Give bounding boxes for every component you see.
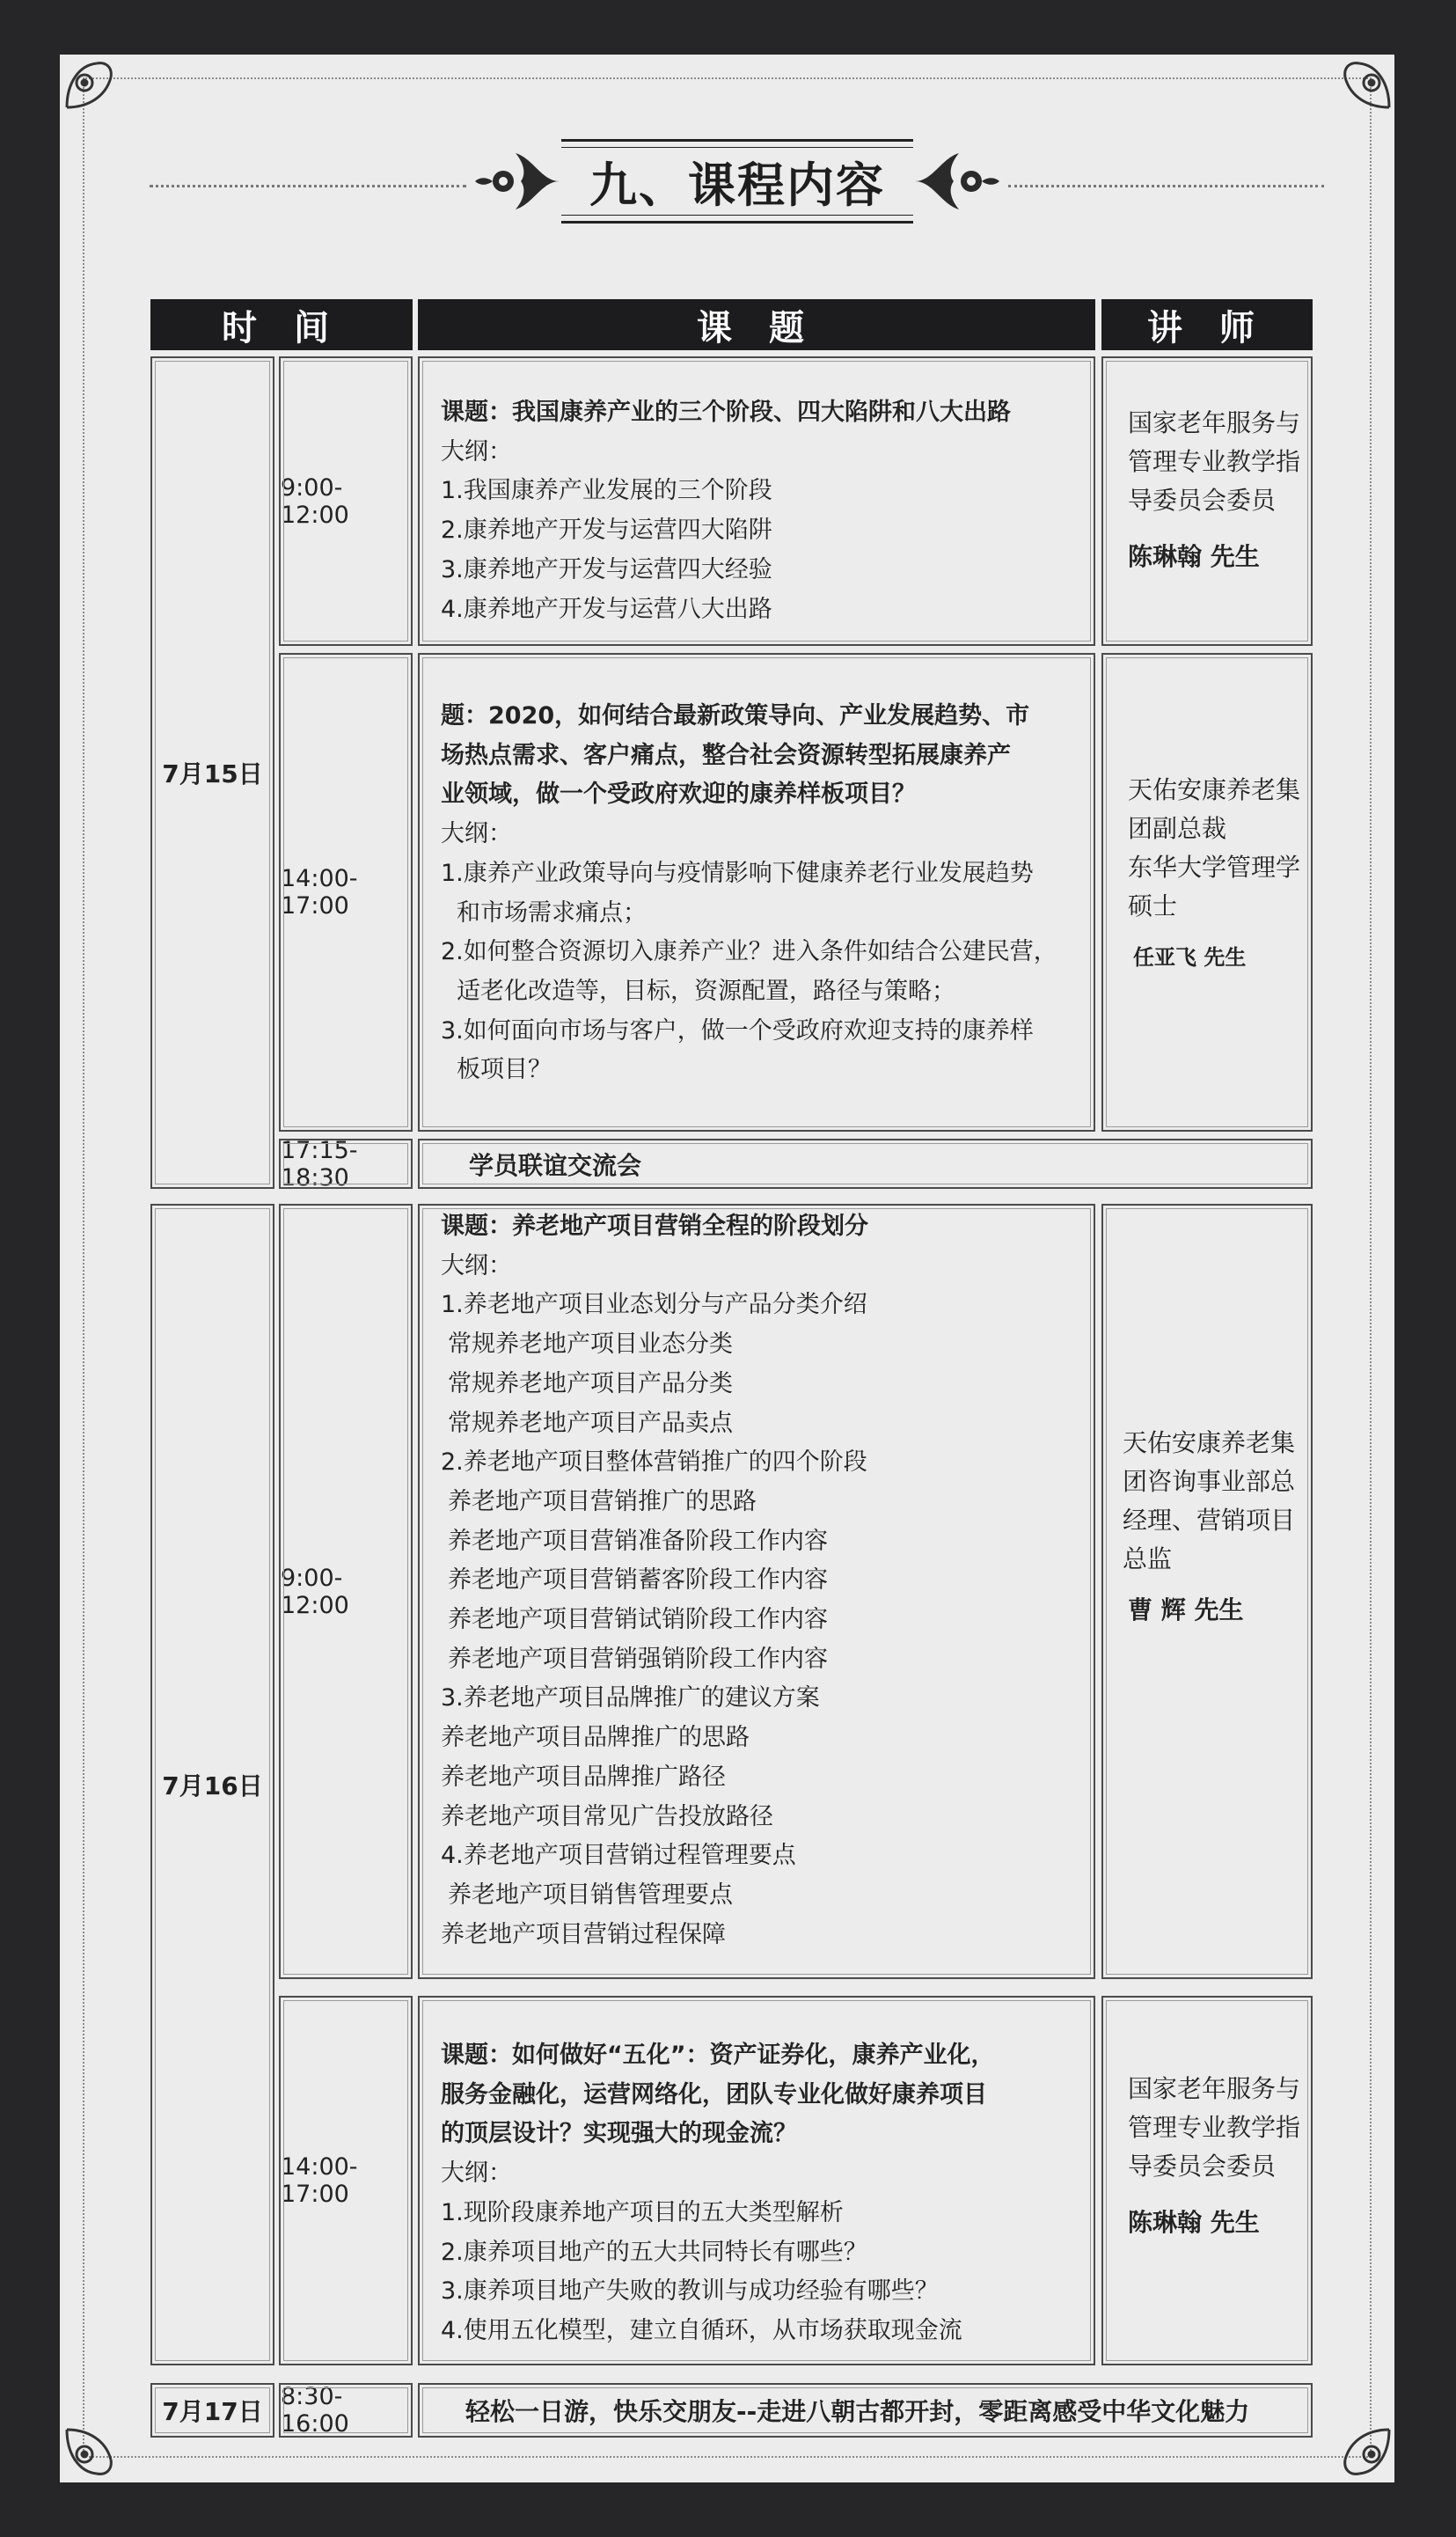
outline-item: 养老地产项目品牌推广的思路 [441, 1724, 750, 1752]
date-cell [150, 356, 274, 1189]
teacher-name: 陈琳翰 先生 [1128, 542, 1260, 571]
outline-label: 大纲： [441, 1251, 512, 1279]
outline-item: 2.康养项目地产的五大共同特长有哪些？ [441, 2238, 867, 2266]
time-cell [279, 1136, 413, 1192]
outline-item: 3.康养地产开发与运营四大经验 [441, 555, 772, 583]
outline-item: 养老地产项目营销强销阶段工作内容 [448, 1645, 828, 1673]
section-title-banner [150, 132, 1324, 238]
time-cell [279, 2383, 413, 2438]
outline-item: 1.康养产业政策导向与疫情影响下健康养老行业发展趋势 [441, 859, 1034, 887]
outline-item: 常规养老地产项目业态分类 [448, 1331, 733, 1359]
outline-item: 板项目？ [457, 1056, 552, 1084]
teacher-name: 陈琳翰 先生 [1128, 2208, 1260, 2237]
outline-item: 2.如何整合资源切入康养产业？进入条件如结合公建民营， [441, 938, 1057, 966]
teacher-title-line: 团咨询事业部总 [1123, 1467, 1296, 1496]
time-label: 9:00-12:00 [281, 1564, 349, 1619]
outline-item: 养老地产项目营销过程保障 [441, 1920, 726, 1948]
date-label: 7月17日 [162, 2397, 263, 2426]
teacher-cell [1101, 1204, 1313, 1979]
outline-label: 大纲： [441, 437, 512, 466]
title-dotted-line [1008, 185, 1324, 187]
teacher-title-line: 天佑安康养老集 [1123, 1428, 1296, 1457]
topic-title: 题：2020，如何结合最新政策导向、产业发展趋势、市 [441, 702, 1030, 730]
outline-item: 1.现阶段康养地产项目的五大类型解析 [441, 2198, 844, 2226]
teacher-name: 任亚飞 先生 [1133, 945, 1247, 970]
event-label: 学员联谊交流会 [469, 1150, 642, 1180]
topic-title: 业领域，做一个受政府欢迎的康养样板项目？ [441, 781, 916, 809]
corner-ornament-icon [1338, 56, 1394, 113]
time-cell [279, 1996, 413, 2365]
outline-item: 养老地产项目营销蓄客阶段工作内容 [448, 1566, 828, 1595]
topic-title: 的顶层设计？实现强大的现金流？ [441, 2120, 797, 2148]
outline-item: 养老地产项目营销准备阶段工作内容 [448, 1527, 828, 1555]
teacher-title-line: 总监 [1123, 1544, 1173, 1573]
teacher-title-line: 东华大学管理学 [1128, 853, 1301, 882]
teacher-title-line: 导委员会委员 [1128, 486, 1277, 515]
teacher-cell [1101, 356, 1313, 646]
time-label: 14:00-17:00 [281, 2153, 358, 2208]
corner-ornament-icon [1338, 2424, 1394, 2481]
topic-title: 课题：如何做好“五化”：资产证券化，康养产业化， [441, 2042, 995, 2069]
topic-title: 场热点需求、客户痛点，整合社会资源转型拓展康养产 [441, 741, 1011, 769]
topic-cell [418, 653, 1095, 1132]
header-time: 时 间 [150, 299, 413, 350]
topic-title: 课题：养老地产项目营销全程的阶段划分 [441, 1213, 868, 1240]
topic-title: 服务金融化，运营网络化，团队专业化做好康养项目 [441, 2080, 987, 2108]
outline-item: 1.我国康养产业发展的三个阶段 [441, 477, 772, 505]
time-label: 17:15-18:30 [281, 1136, 358, 1192]
outline-item: 4.养老地产项目营销过程管理要点 [441, 1842, 796, 1870]
outline-item: 4.使用五化模型，建立自循环，从市场获取现金流 [441, 2316, 962, 2344]
teacher-title-line: 团副总裁 [1128, 814, 1227, 843]
time-label: 8:30-16:00 [281, 2383, 349, 2438]
teacher-title-line: 硕士 [1128, 891, 1178, 920]
scroll-ornament-icon [472, 141, 560, 222]
outline-item: 养老地产项目营销试销阶段工作内容 [448, 1606, 828, 1634]
time-cell [279, 653, 413, 1132]
outline-item: 适老化改造等，目标，资源配置，路径与策略； [457, 977, 955, 1005]
scroll-ornament-icon [915, 141, 1003, 222]
outline-item: 养老地产项目销售管理要点 [448, 1881, 733, 1909]
outline-item: 养老地产项目营销推广的思路 [448, 1487, 757, 1515]
date-label: 7月16日 [162, 1771, 263, 1800]
event-cell [418, 2383, 1313, 2438]
outline-item: 3.养老地产项目品牌推广的建议方案 [441, 1684, 820, 1712]
outline-item: 养老地产项目品牌推广路径 [441, 1763, 726, 1791]
teacher-cell [1101, 653, 1313, 1132]
title-box [561, 139, 913, 224]
teacher-title-line: 经理、营销项目 [1123, 1506, 1296, 1535]
outline-item: 4.康养地产开发与运营八大出路 [441, 595, 772, 623]
teacher-cell [1101, 1996, 1313, 2365]
teacher-title-line: 导委员会委员 [1128, 2152, 1277, 2181]
date-cell [150, 2383, 274, 2438]
corner-ornament-icon [62, 56, 118, 113]
outline-item: 养老地产项目常见广告投放路径 [441, 1802, 773, 1830]
teacher-title-line: 国家老年服务与 [1128, 408, 1301, 437]
topic-cell [418, 356, 1095, 646]
title-dotted-line [150, 185, 466, 187]
header-topic: 课 题 [418, 299, 1095, 350]
corner-ornament-icon [62, 2424, 118, 2481]
header-teacher: 讲 师 [1101, 299, 1313, 350]
topic-title: 课题：我国康养产业的三个阶段、四大陷阱和八大出路 [441, 399, 1011, 426]
outline-item: 2.康养地产开发与运营四大陷阱 [441, 517, 772, 545]
event-cell [418, 1139, 1313, 1189]
time-label: 14:00-17:00 [281, 865, 358, 920]
outline-label: 大纲： [441, 2159, 512, 2188]
outline-item: 常规养老地产项目产品分类 [448, 1369, 733, 1397]
teacher-title-line: 天佑安康养老集 [1128, 775, 1301, 804]
date-cell [150, 1204, 274, 2365]
outline-item: 2.养老地产项目整体营销推广的四个阶段 [441, 1448, 867, 1477]
time-cell [279, 1204, 413, 1979]
outline-item: 常规养老地产项目产品卖点 [448, 1409, 733, 1437]
teacher-name: 曹 辉 先生 [1128, 1595, 1244, 1624]
event-label: 轻松一日游，快乐交朋友--走进八朝古都开封，零距离感受中华文化魅力 [465, 2397, 1250, 2426]
outline-item: 1.养老地产项目业态划分与产品分类介绍 [441, 1291, 867, 1319]
outline-label: 大纲： [441, 820, 512, 848]
topic-cell [418, 1996, 1095, 2365]
time-cell [279, 356, 413, 646]
outline-item: 3.康养项目地产失败的教训与成功经验有哪些？ [441, 2277, 939, 2306]
outline-item: 和市场需求痛点； [457, 898, 647, 927]
teacher-title-line: 管理专业教学指 [1128, 2113, 1301, 2142]
time-label: 9:00-12:00 [281, 473, 349, 529]
topic-cell [418, 1204, 1095, 1979]
teacher-title-line: 国家老年服务与 [1128, 2074, 1301, 2103]
page-title: 九、课程内容 [589, 157, 885, 213]
date-label: 7月15日 [162, 759, 263, 788]
outline-item: 3.如何面向市场与客户，做一个受政府欢迎支持的康养样 [441, 1016, 1034, 1045]
teacher-title-line: 管理专业教学指 [1128, 447, 1301, 476]
